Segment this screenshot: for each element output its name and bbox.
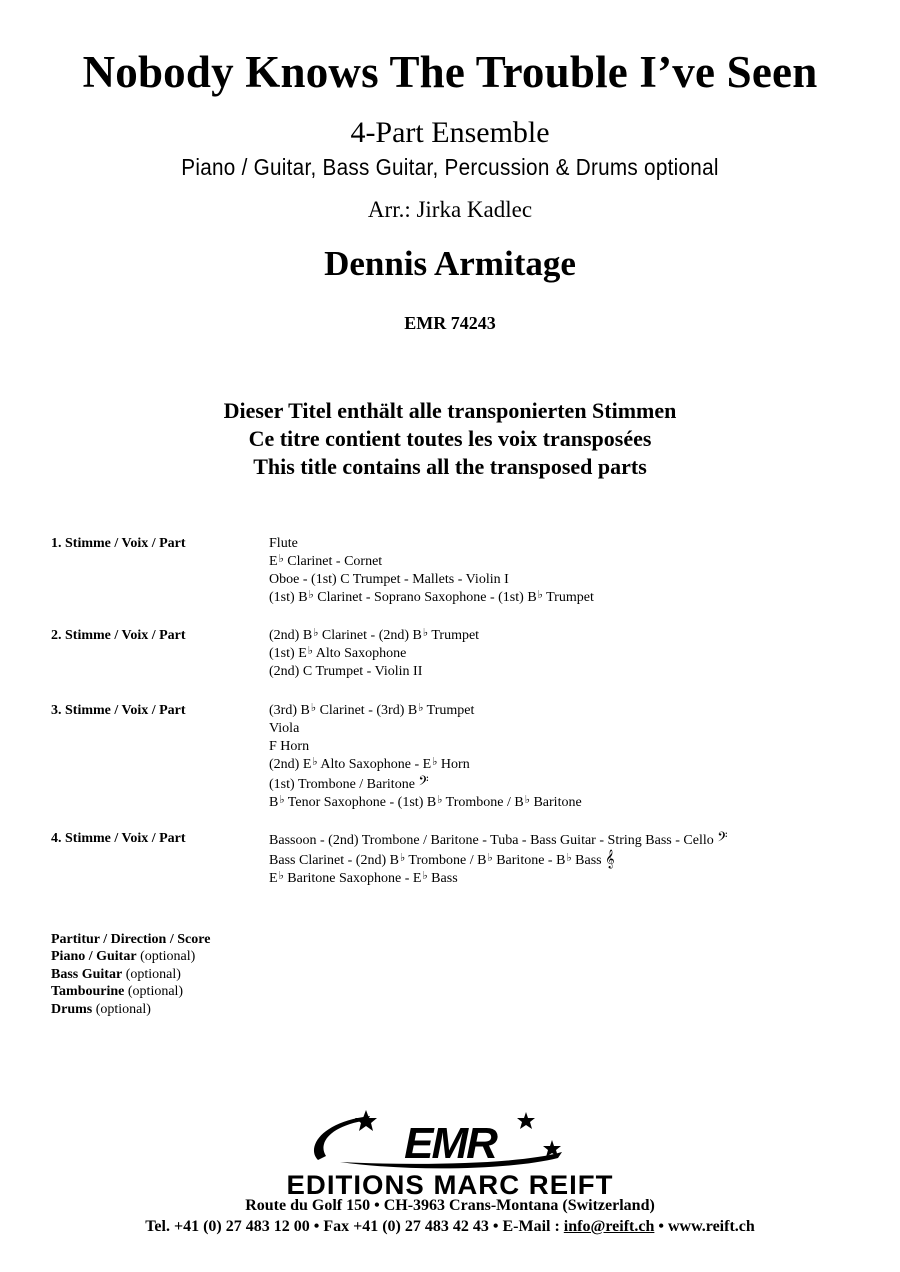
part-2-label: 2. Stimme / Voix / Part — [51, 628, 186, 643]
logo-text: EMR — [404, 1119, 496, 1168]
extra-tambourine: Tambourine (optional) — [51, 984, 184, 1000]
part-2-line-1: (2nd) B♭ Clarinet - (2nd) B♭ Trumpet — [269, 626, 480, 643]
extra-piano-guitar: Piano / Guitar (optional) — [51, 949, 196, 965]
part-2-line-3: (2nd) C Trumpet - Violin II — [269, 664, 423, 679]
part-3-line-5: (1st) Trombone / Baritone 𝄢 — [269, 773, 429, 792]
website-text: • www.reift.ch — [654, 1218, 755, 1235]
part-1-line-4: (1st) B♭ Clarinet - Soprano Saxophone - (1st) B♭ Trumpet — [269, 588, 594, 605]
part-3-label: 3. Stimme / Voix / Part — [51, 703, 186, 718]
part-3-instruments — [269, 702, 582, 812]
contact-phone-fax: Tel. +41 (0) 27 483 12 00 • Fax +41 (0) 27 483 42 43 • E-Mail : — [145, 1218, 564, 1235]
additional-parts-list — [51, 931, 210, 1018]
email-link[interactable]: info@reift.ch — [563, 1218, 655, 1235]
publisher-name: EDITIONS MARC REIFT — [286, 1170, 614, 1200]
arranger-credit: Arr.: Jirka Kadlec — [367, 197, 533, 222]
publisher-contact — [0, 1218, 900, 1236]
part-2-line-2: (1st) E♭ Alto Saxophone — [269, 644, 407, 661]
publisher-address: Route du Golf 150 • CH-3963 Crans-Montana (Switzerland) — [245, 1197, 655, 1214]
extra-bass-guitar: Bass Guitar (optional) — [51, 966, 181, 982]
transposed-note-english: This title contains all the transposed parts — [253, 454, 647, 479]
part-2-instruments — [269, 627, 479, 681]
part-4-line-2: Bass Clarinet - (2nd) B♭ Trombone / B♭ Baritone - B♭ Bass 𝄞 — [269, 849, 615, 868]
part-3-line-1: (3rd) B♭ Clarinet - (3rd) B♭ Trumpet — [269, 701, 475, 718]
part-3-line-2: Viola — [269, 721, 300, 736]
part-1-line-3: Oboe - (1st) C Trumpet - Mallets - Violin I — [269, 572, 509, 587]
composer-name: Dennis Armitage — [324, 244, 576, 283]
logo-star-right — [517, 1112, 535, 1129]
part-3-line-4: (2nd) E♭ Alto Saxophone - E♭ Horn — [269, 755, 470, 772]
extra-score: Partitur / Direction / Score — [51, 932, 211, 947]
part-1-label: 1. Stimme / Voix / Part — [51, 536, 186, 551]
logo-star-left — [355, 1110, 377, 1131]
transposed-note-french: Ce titre contient toutes les voix transposées — [248, 426, 652, 451]
part-1-line-2: E♭ Clarinet - Cornet — [269, 552, 383, 569]
part-3-line-6: B♭ Tenor Saxophone - (1st) B♭ Trombone / B♭ Baritone — [269, 793, 582, 810]
extra-drums: Drums (optional) — [51, 1001, 151, 1017]
part-4-line-3: E♭ Baritone Saxophone - E♭ Bass — [269, 869, 458, 886]
emr-logo — [300, 1108, 600, 1174]
part-4-line-1: Bassoon - (2nd) Trombone / Baritone - Tuba - Bass Guitar - String Bass - Cello 𝄢 — [269, 829, 728, 848]
part-4-label: 4. Stimme / Voix / Part — [51, 831, 186, 846]
catalog-number: EMR 74243 — [404, 313, 496, 333]
part-4-instruments — [269, 830, 728, 888]
part-1-line-1: Flute — [269, 536, 298, 551]
part-1-instruments — [269, 535, 594, 607]
score-title: Nobody Knows The Trouble I’ve Seen — [82, 47, 818, 97]
part-3-line-3: F Horn — [269, 739, 310, 754]
transposed-note-german: Dieser Titel enthält alle transponierten Stimmen — [223, 398, 677, 423]
instrumentation-line: Piano / Guitar, Bass Guitar, Percussion & Drums optional — [181, 154, 719, 180]
ensemble-subtitle: 4-Part Ensemble — [350, 116, 550, 149]
